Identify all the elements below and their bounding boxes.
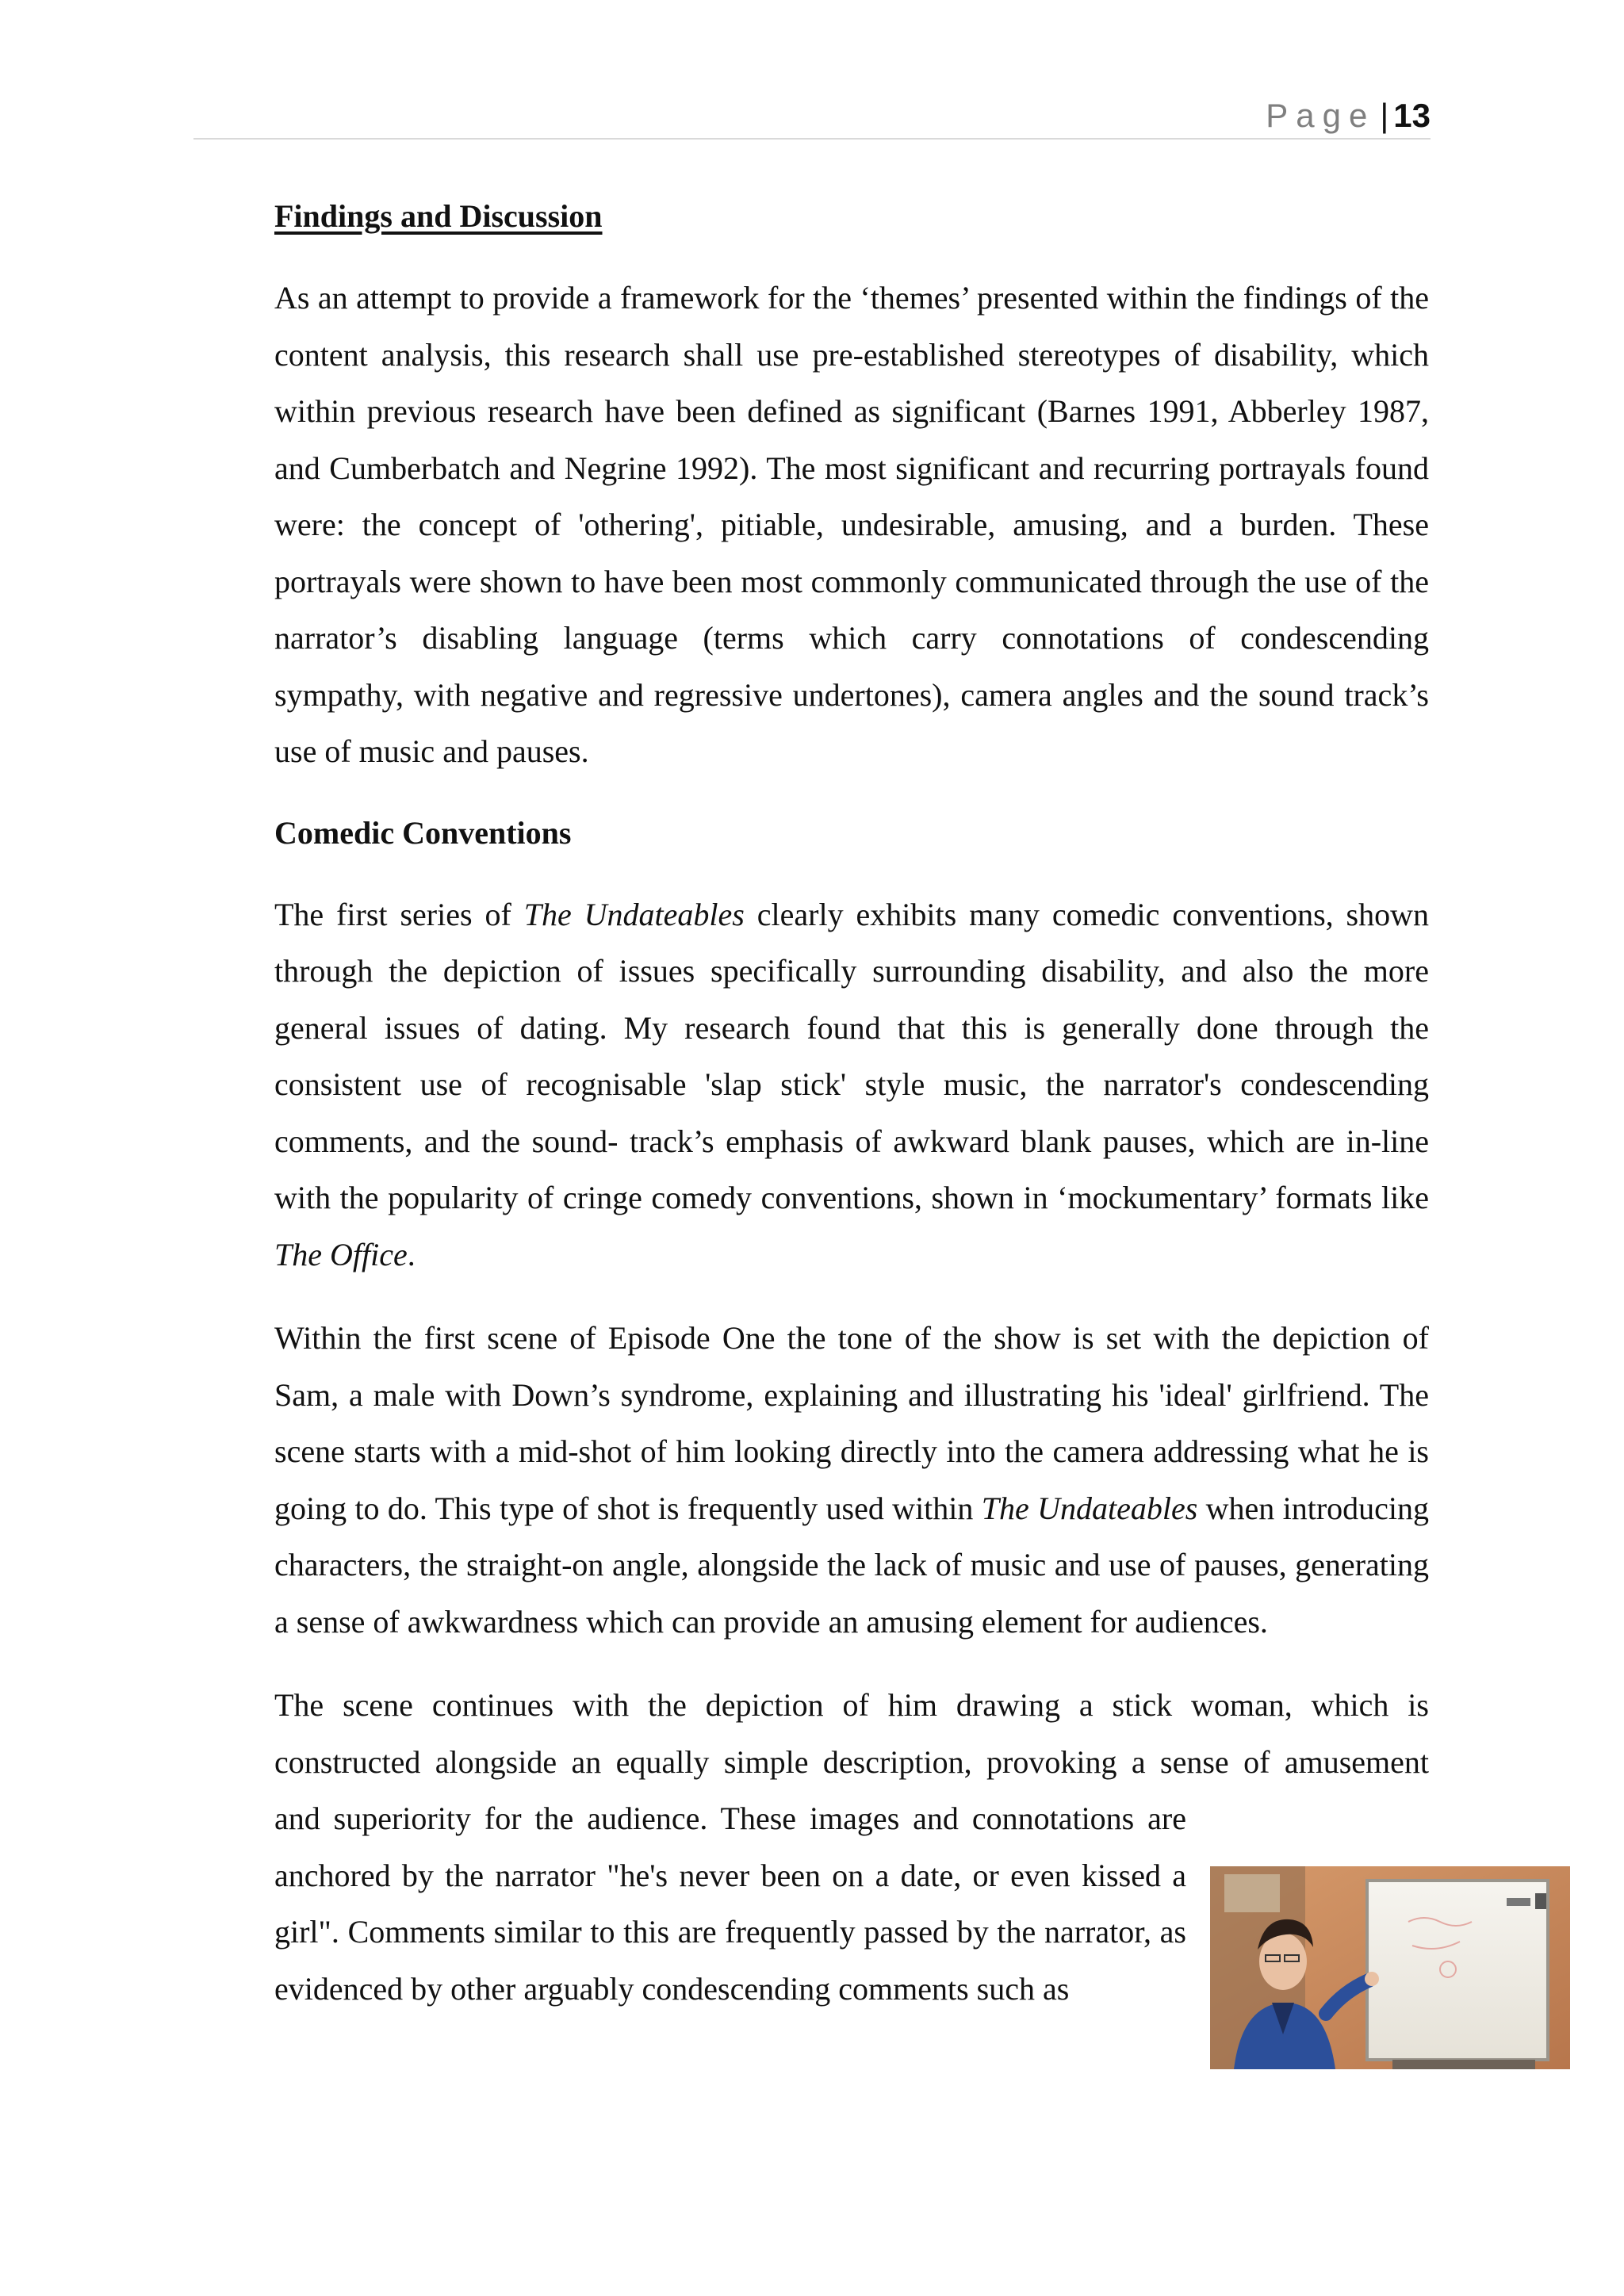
paragraph-lines-full-width: The scene continues with the depiction of him drawing a stick woman, which is constructed alongside an equally simple description, provoking a sense of amusement xyxy=(274,1687,1429,1780)
section-heading-comedic: Comedic Conventions xyxy=(274,814,572,851)
page-number: 13 xyxy=(1393,97,1431,134)
document-body xyxy=(274,190,1429,2044)
section-heading-findings: Findings and Discussion xyxy=(274,198,603,234)
paragraph-findings: As an attempt to provide a framework for the ‘themes’ presented within the findings of the content analysis, this research shall use pre-established stereotypes of disability, which within previous research have been defined as significant (Barnes 1991, Abberley 1987, and Cumberbatch and Negrine 1992). The most significant and recurring portrayals found were: the concept of 'othering', pitiable, undesirable, amusing, and a burden. These portrayals were shown to have been most commonly communicated through the use of the narrator’s disabling language (terms which carry connotations of condescending sympathy, with negative and regressive undertones), camera angles and the sound track’s use of music and pauses. xyxy=(274,280,1429,769)
show-title: The Office xyxy=(274,1236,408,1272)
paragraph-comedic-2 xyxy=(274,1310,1429,1650)
text-run: clearly exhibits many comedic conventions, shown through the depiction of issues specifically surrounding disability, and also the more general issues of dating. My research found that this is generally done through the consistent use of recognisable 'slap stick' style music, the narrator's condescending comments, and the sound- track’s emphasis of awkward blank pauses, which are in-line with the popularity of cringe comedy conventions, shown in ‘mockumentary’ formats like xyxy=(274,896,1430,1215)
photo-illustration xyxy=(1210,1866,1570,2069)
text-run: . xyxy=(407,1236,416,1272)
text-run: The first series of xyxy=(274,896,524,932)
text-run: when introducing characters, the straight-on angle, alongside the lack of music and use of pauses, generating a sense of awkwardness which can provide an amusing element for audiences. xyxy=(274,1490,1430,1640)
page-number-label xyxy=(1266,94,1431,138)
page-word: Page xyxy=(1266,97,1376,134)
show-title: The Undateables xyxy=(981,1490,1198,1526)
paragraph-lines-beside-image: and superiority for the audience. These images and connotations are anchored by the narrator "he's never been on a date, or even kissed a girl". Comments similar to this are frequently passed by the narrator, as evidenced by other arguably condescending comments such as xyxy=(274,1800,1186,2007)
paragraph-comedic-1 xyxy=(274,886,1429,1284)
text-run: Within the first scene of Episode One the tone of the show is set with the depiction of Sam, a male with Down’s syndrome, explaining and illustrating his 'ideal' girlfriend. The scene starts with a mid-shot of him looking directly into the camera addressing what he is going to do. This type of shot is frequently used within xyxy=(274,1320,1429,1526)
page-separator: | xyxy=(1380,97,1389,134)
page-header xyxy=(193,94,1431,140)
show-title: The Undateables xyxy=(523,896,745,932)
photo-of-man-at-whiteboard-icon xyxy=(1210,1866,1570,2069)
